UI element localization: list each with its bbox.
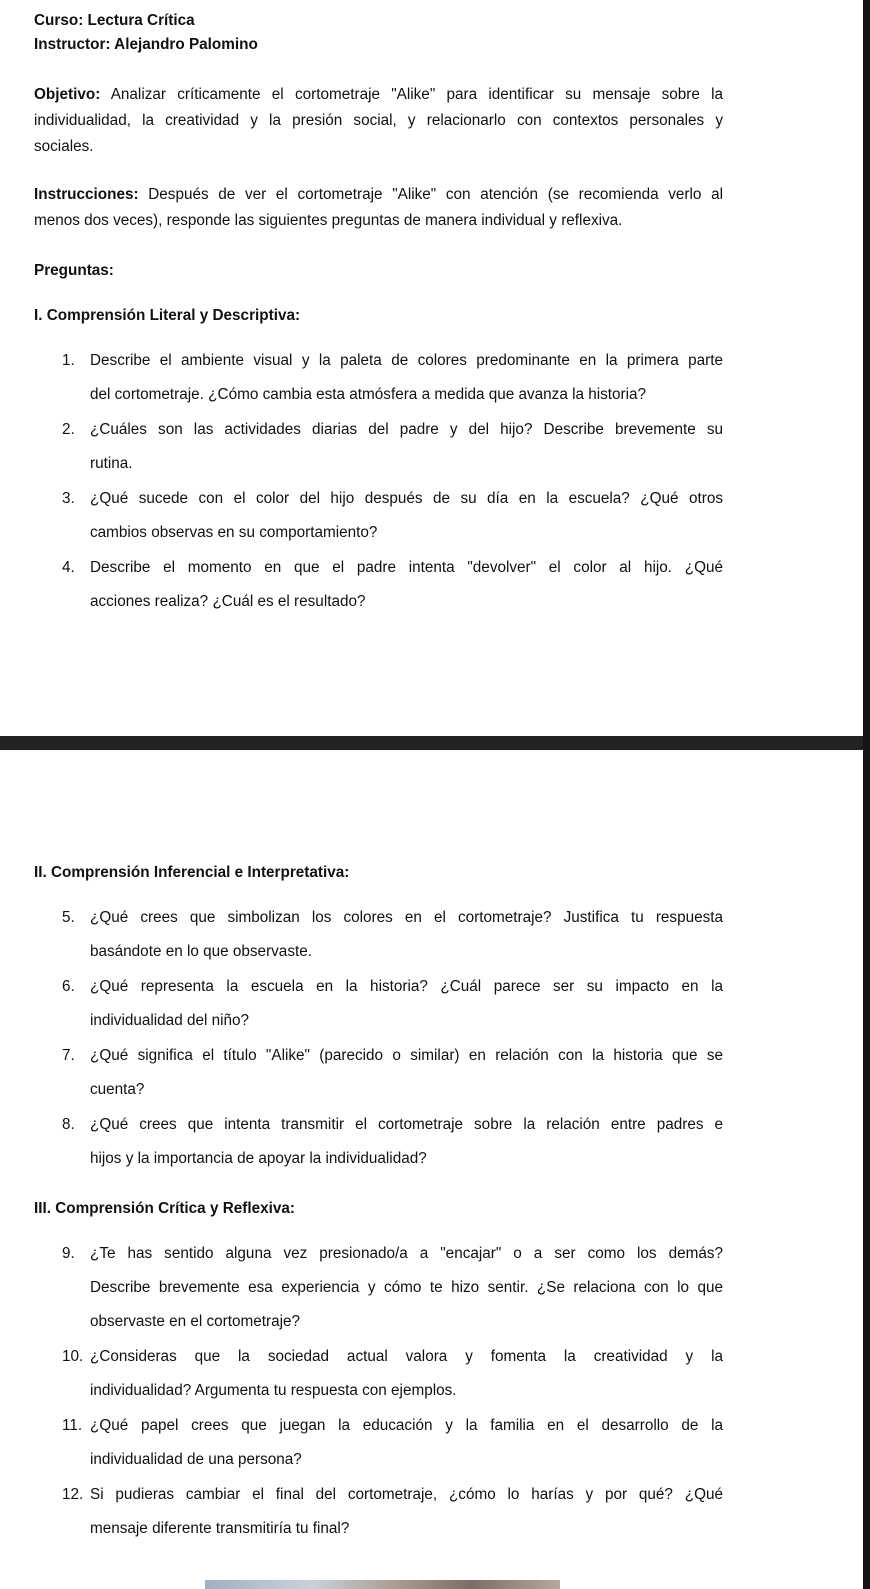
question-5-line-1: ¿Qué crees que simbolizan los colores en el cortometraje? Justifica tu respuesta: [90, 909, 723, 926]
question-number: 9.: [62, 1245, 75, 1262]
question-number: 2.: [62, 421, 75, 438]
question-9-line-1: ¿Te has sentido alguna vez presionado/a a "encajar" o a ser como los demás?: [90, 1245, 723, 1262]
question-number: 7.: [62, 1047, 75, 1064]
question-number: 6.: [62, 978, 75, 995]
right-edge-border: [863, 0, 870, 1589]
instructor-name: Instructor: Alejandro Palomino: [34, 36, 258, 53]
question-2-line-1: ¿Cuáles son las actividades diarias del padre y del hijo? Describe brevemente su: [90, 421, 723, 438]
question-3-line-1: ¿Qué sucede con el color del hijo después de su día en la escuela? ¿Qué otros: [90, 490, 723, 507]
question-2-line-2: rutina.: [90, 455, 133, 472]
question-number: 12.: [62, 1486, 84, 1503]
question-9-line-2: Describe brevemente esa experiencia y cómo te hizo sentir. ¿Se relaciona con lo que: [90, 1279, 723, 1296]
objective-line-2: individualidad, la creatividad y la presión social, y relacionarlo con contextos personales y: [34, 112, 723, 129]
objective-line-1: Objetivo: Analizar críticamente el cortometraje "Alike" para identificar su mensaje sobre la: [34, 86, 724, 103]
page-divider: [0, 736, 870, 750]
objective-label: Objetivo:: [34, 86, 101, 103]
instructions-line-2: menos dos veces), responde las siguientes preguntas de manera individual y reflexiva.: [34, 212, 623, 229]
instructions-line-1: Instrucciones: Después de ver el cortometraje "Alike" con atención (se recomienda verlo al: [34, 186, 724, 203]
question-10-line-2: individualidad? Argumenta tu respuesta con ejemplos.: [90, 1382, 457, 1399]
question-11-line-1: ¿Qué papel crees que juegan la educación y la familia en el desarrollo de la: [90, 1417, 723, 1434]
section-3-title: III. Comprensión Crítica y Reflexiva:: [34, 1200, 295, 1217]
question-6-line-2: individualidad del niño?: [90, 1012, 250, 1029]
document-page-1: [0, 0, 863, 736]
cropped-image-strip: [205, 1580, 560, 1589]
document-page-2: [0, 750, 863, 1589]
question-10-line-1: ¿Consideras que la sociedad actual valora y fomenta la creatividad y la: [90, 1348, 723, 1365]
question-7-line-2: cuenta?: [90, 1081, 145, 1098]
question-8-line-1: ¿Qué crees que intenta transmitir el cortometraje sobre la relación entre padres e: [90, 1116, 723, 1133]
questions-heading: Preguntas:: [34, 262, 114, 279]
objective-line-3: sociales.: [34, 138, 94, 155]
question-11-line-2: individualidad de una persona?: [90, 1451, 302, 1468]
question-8-line-2: hijos y la importancia de apoyar la individualidad?: [90, 1150, 427, 1167]
question-number: 3.: [62, 490, 75, 507]
question-7-line-1: ¿Qué significa el título "Alike" (parecido o similar) en relación con la historia que se: [90, 1047, 723, 1064]
question-12-line-2: mensaje diferente transmitiría tu final?: [90, 1520, 350, 1537]
question-1-line-1: Describe el ambiente visual y la paleta de colores predominante en la primera parte: [90, 352, 723, 369]
section-2-title: II. Comprensión Inferencial e Interpretativa:: [34, 864, 350, 881]
question-4-line-2: acciones realiza? ¿Cuál es el resultado?: [90, 593, 366, 610]
question-5-line-2: basándote en lo que observaste.: [90, 943, 312, 960]
section-1-title: I. Comprensión Literal y Descriptiva:: [34, 307, 301, 324]
question-number: 10.: [62, 1348, 84, 1365]
question-4-line-1: Describe el momento en que el padre intenta "devolver" el color al hijo. ¿Qué: [90, 559, 723, 576]
question-number: 5.: [62, 909, 75, 926]
question-number: 11.: [62, 1417, 83, 1434]
question-12-line-1: Si pudieras cambiar el final del cortometraje, ¿cómo lo harías y por qué? ¿Qué: [90, 1486, 723, 1503]
question-9-line-3: observaste en el cortometraje?: [90, 1313, 301, 1330]
course-title: Curso: Lectura Crítica: [34, 12, 195, 29]
question-6-line-1: ¿Qué representa la escuela en la historia? ¿Cuál parece ser su impacto en la: [90, 978, 723, 995]
question-number: 8.: [62, 1116, 75, 1133]
question-number: 4.: [62, 559, 75, 576]
instructions-label: Instrucciones:: [34, 186, 139, 203]
question-number: 1.: [62, 352, 75, 369]
question-3-line-2: cambios observas en su comportamiento?: [90, 524, 378, 541]
question-1-line-2: del cortometraje. ¿Cómo cambia esta atmósfera a medida que avanza la historia?: [90, 386, 647, 403]
